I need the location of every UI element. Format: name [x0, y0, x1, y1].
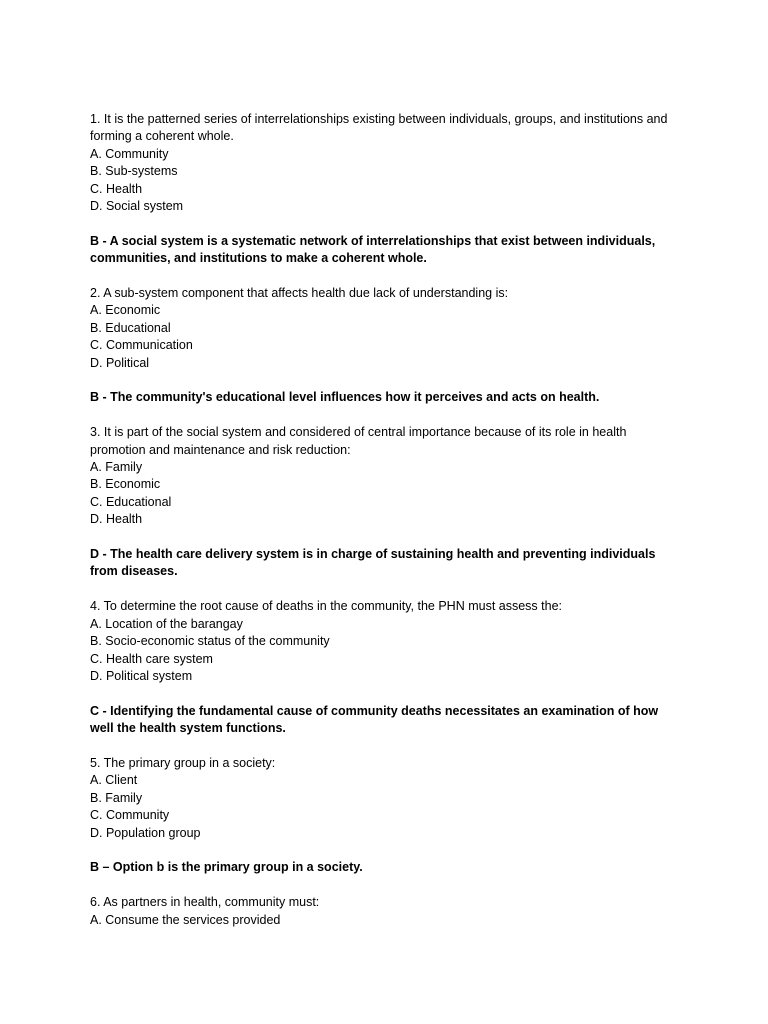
- answer-block-5: [90, 859, 680, 876]
- question-block-5: [90, 755, 680, 842]
- question-block-6: [90, 894, 680, 929]
- option-c: C. Health: [90, 181, 143, 196]
- answer-block-3: [90, 546, 680, 581]
- answer-rationale: C - Identifying the fundamental cause of community deaths necessitates an examination of how well the health system functions.: [90, 703, 659, 736]
- document-page: [90, 111, 680, 946]
- option-c: C. Communication: [90, 338, 193, 353]
- question-text: 1. It is the patterned series of interrelationships existing between individuals, groups, and institutions and forming a coherent whole.: [90, 112, 668, 144]
- answer-rationale: B – Option b is the primary group in a society.: [90, 860, 363, 875]
- question-text: 6. As partners in health, community must:: [90, 895, 320, 910]
- answer-block-2: [90, 389, 680, 406]
- option-d: D. Political system: [90, 668, 193, 683]
- question-block-4: [90, 598, 680, 685]
- option-b: B. Sub-systems: [90, 164, 178, 179]
- option-b: B. Socio-economic status of the community: [90, 634, 330, 649]
- option-a: A. Community: [90, 146, 169, 161]
- option-d: D. Health: [90, 512, 143, 527]
- option-a: A. Consume the services provided: [90, 912, 281, 927]
- question-block-2: [90, 285, 680, 372]
- option-a: A. Client: [90, 773, 138, 788]
- option-c: C. Health care system: [90, 651, 213, 666]
- question-text: 2. A sub-system component that affects health due lack of understanding is:: [90, 286, 509, 301]
- answer-rationale: B - The community's educational level influences how it perceives and acts on health.: [90, 390, 600, 405]
- question-text: 4. To determine the root cause of deaths in the community, the PHN must assess the:: [90, 599, 562, 614]
- answer-block-1: [90, 233, 680, 268]
- option-c: C. Community: [90, 808, 170, 823]
- option-d: D. Political: [90, 355, 150, 370]
- option-b: B. Economic: [90, 477, 161, 492]
- answer-block-4: [90, 703, 680, 738]
- option-d: D. Social system: [90, 199, 184, 214]
- answer-rationale: B - A social system is a systematic network of interrelationships that exist between individuals, communities, and institutions to make a coherent whole.: [90, 233, 656, 266]
- option-c: C. Educational: [90, 494, 172, 509]
- question-text: 3. It is part of the social system and considered of central importance because of its role in health promotion and maintenance and risk reduction:: [90, 425, 627, 457]
- option-a: A. Location of the barangay: [90, 616, 243, 631]
- option-b: B. Family: [90, 790, 143, 805]
- question-text: 5. The primary group in a society:: [90, 755, 276, 770]
- option-a: A. Family: [90, 460, 143, 475]
- answer-rationale: D - The health care delivery system is in charge of sustaining health and preventing individuals from diseases.: [90, 547, 656, 579]
- question-block-3: [90, 424, 680, 528]
- option-d: D. Population group: [90, 825, 201, 840]
- question-block-1: [90, 111, 680, 215]
- option-a: A. Economic: [90, 303, 161, 318]
- option-b: B. Educational: [90, 320, 171, 335]
